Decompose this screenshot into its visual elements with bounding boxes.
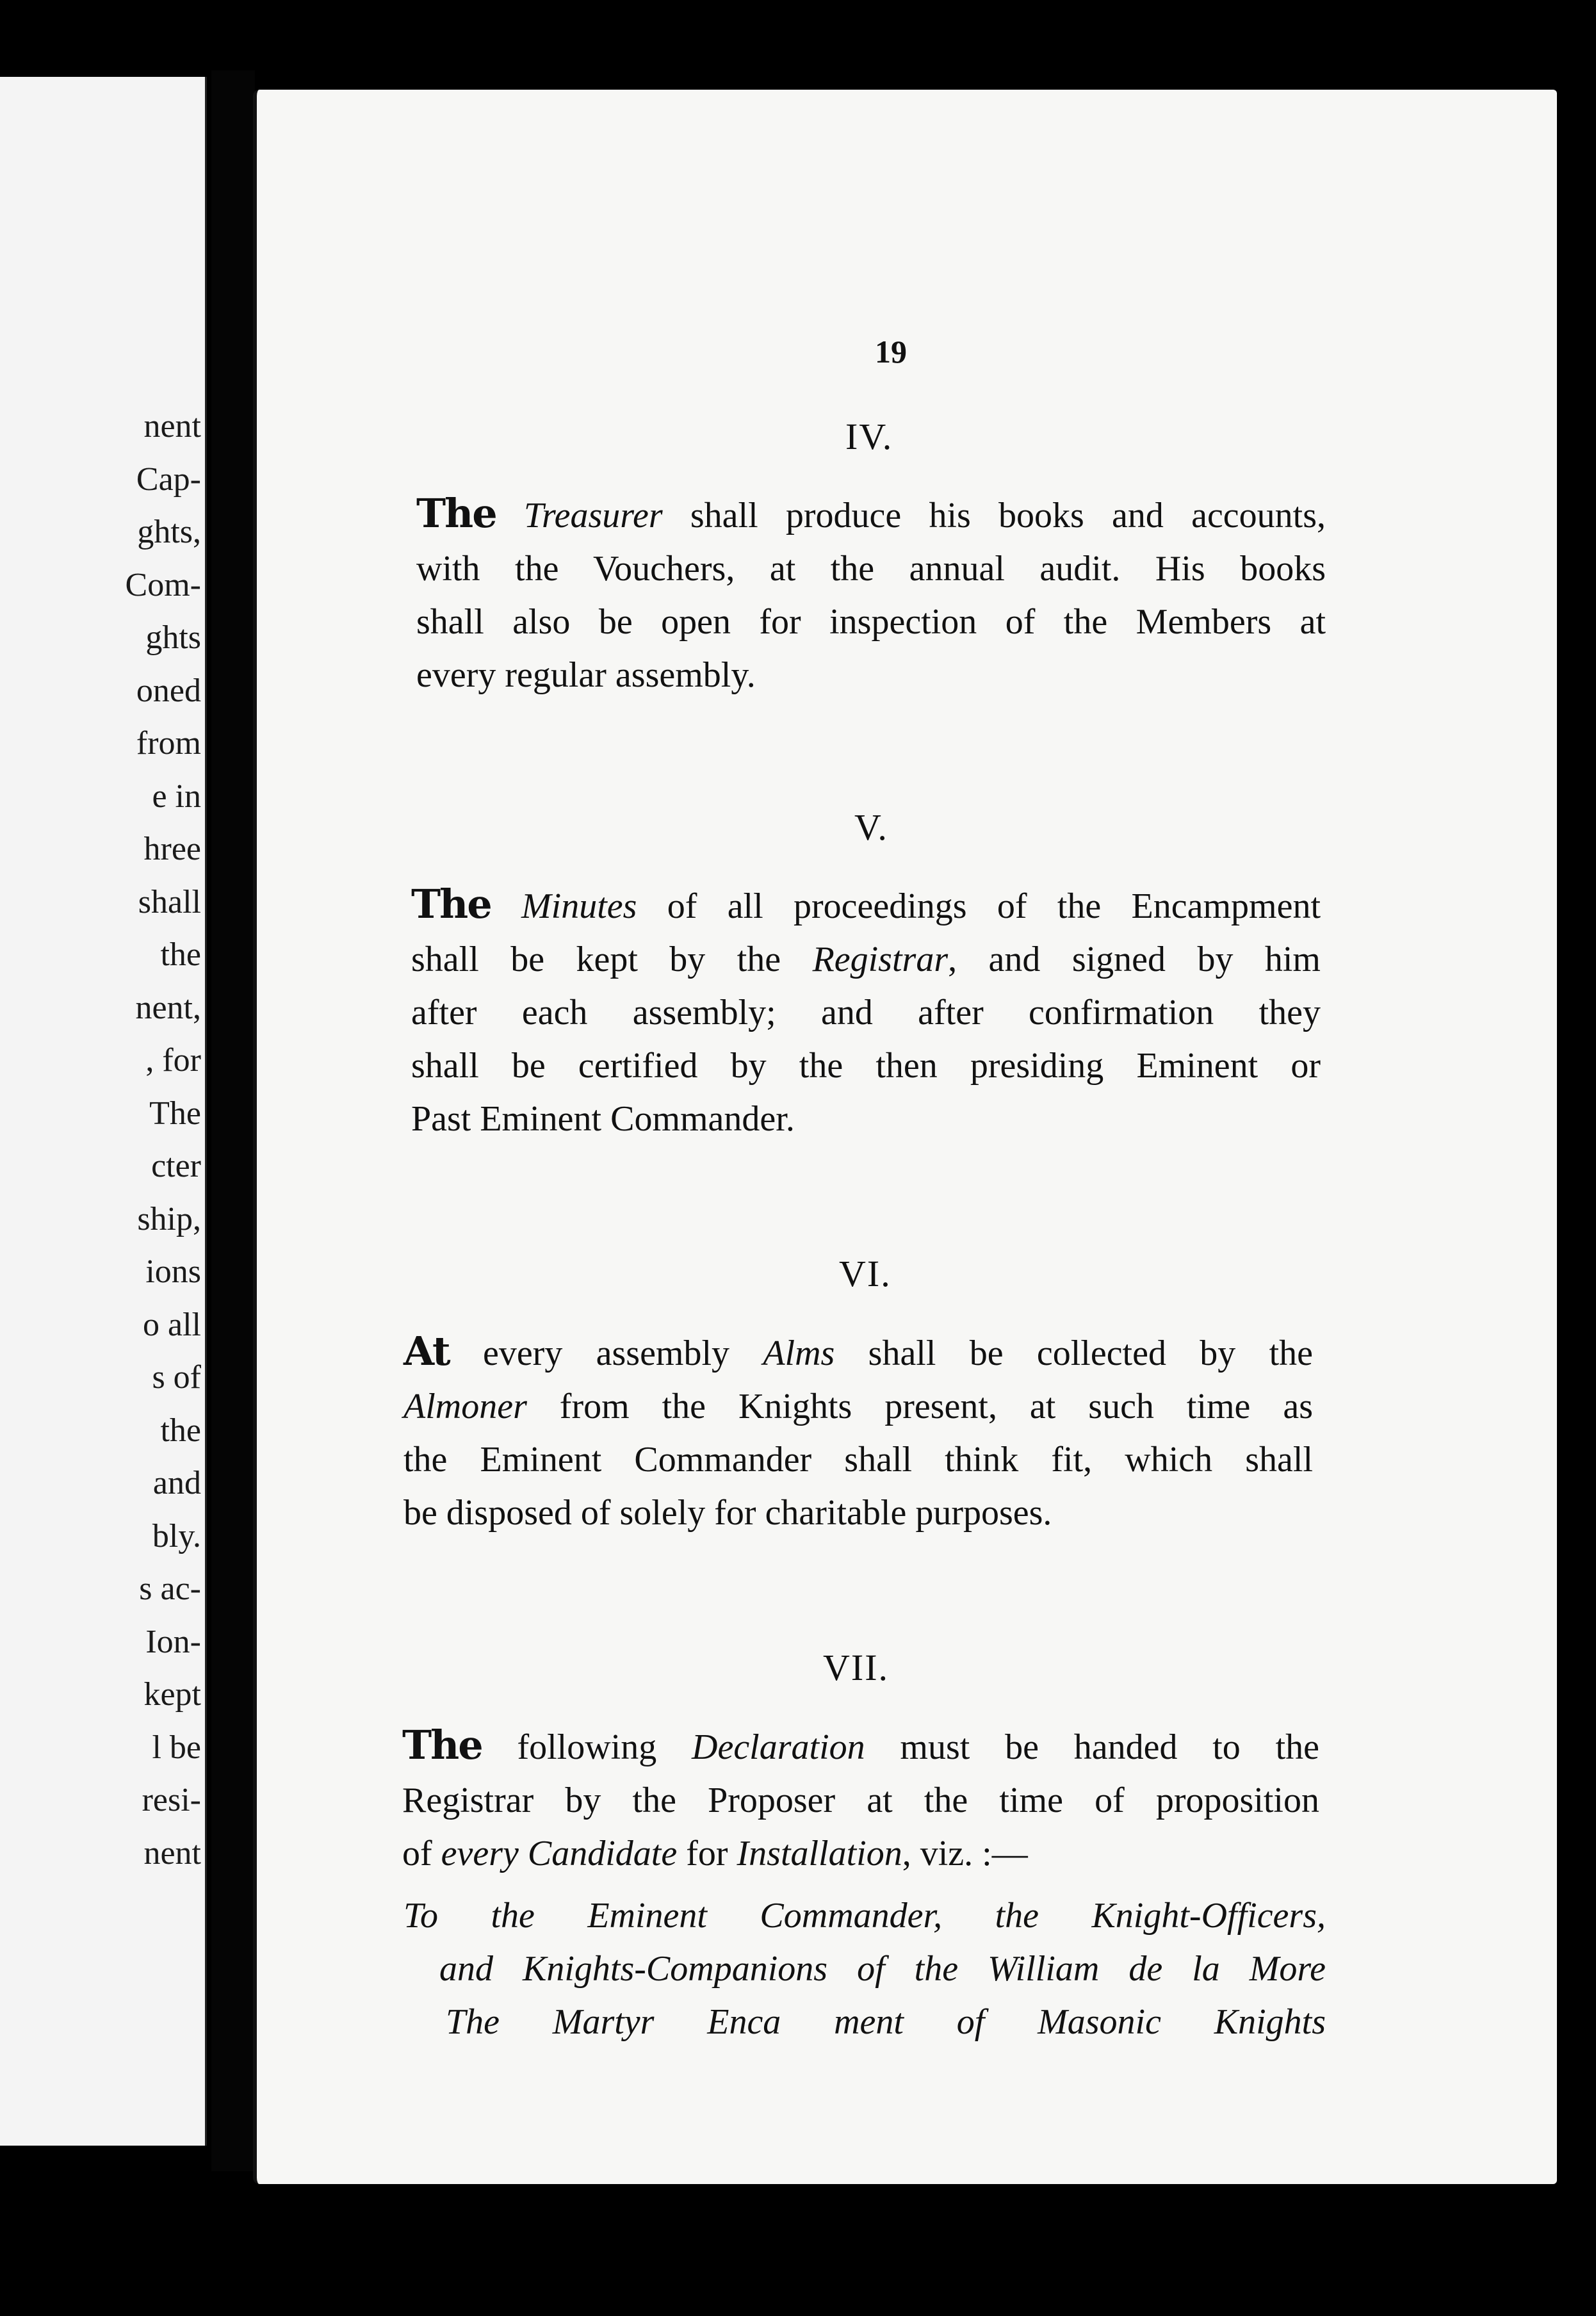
left-page-fragment: s ac- (139, 1570, 201, 1607)
book-gutter (211, 70, 255, 2171)
left-page-fragment: nent, (135, 989, 201, 1026)
paragraph-line: be disposed of solely for charitable purposes. (403, 1493, 1052, 1533)
section-heading-v: V. (854, 806, 888, 848)
declaration-block (403, 1889, 1326, 2049)
left-page-fragment: s of (152, 1359, 201, 1396)
paragraph-line: Registrar by the Proposer at the time of proposition (402, 1781, 1319, 1820)
line-text: from the Knights present, at such time as (526, 1387, 1313, 1426)
blackletter-word: The (411, 881, 491, 927)
line-text: for (677, 1834, 737, 1873)
left-facing-page (0, 77, 207, 2146)
left-page-fragment: oned (136, 672, 201, 709)
left-page-fragment: from (136, 725, 201, 762)
paragraph-line (402, 1718, 1319, 1774)
left-page-fragment: cter (151, 1148, 201, 1184)
space (496, 496, 524, 535)
paragraph-line: shall be certified by the then presiding Eminent or (411, 1046, 1321, 1086)
line-text: every assembly (449, 1333, 763, 1373)
section-heading-iv: IV. (845, 416, 893, 457)
italic-term: Minutes (521, 886, 637, 926)
left-page-fragment: and (152, 1465, 201, 1501)
left-page-fragment: o all (143, 1306, 201, 1343)
left-page-fragment: ghts, (137, 514, 201, 550)
left-page-fragment: bly. (152, 1517, 201, 1554)
italic-term: Installation (737, 1834, 902, 1873)
blackletter-word: The (416, 490, 496, 537)
paragraph-line (416, 487, 1326, 542)
left-page-fragment: ions (145, 1253, 201, 1290)
left-page-fragment: Com- (125, 566, 201, 603)
left-page-fragment: l be (152, 1729, 201, 1766)
line-text: of all proceedings of the Encampment (637, 886, 1321, 926)
paragraph-line: Past Eminent Commander. (411, 1099, 795, 1139)
left-page-fragment: Cap- (136, 461, 201, 498)
left-page-fragment: shall (138, 883, 201, 920)
left-page-fragment: the (160, 936, 201, 973)
italic-term: Treasurer (523, 496, 663, 535)
line-text: of (402, 1834, 441, 1873)
space (491, 886, 521, 926)
line-text: , and signed by him (948, 940, 1321, 979)
line-text: shall be collected by the (835, 1333, 1313, 1373)
paragraph-line (411, 877, 1321, 933)
left-page-fragment: Ion- (145, 1623, 201, 1660)
left-page-fragment: ship, (137, 1200, 201, 1237)
blackletter-word: At (403, 1328, 450, 1374)
paragraph-v (411, 877, 1321, 1146)
left-page-fragment: the (160, 1412, 201, 1449)
declaration-line: and Knights-Companions of the William de la More (439, 1949, 1326, 1989)
line-text: shall be kept by the (411, 940, 813, 979)
paragraph-vi (403, 1325, 1313, 1540)
left-page-fragment: nent (143, 1834, 201, 1872)
line-text: , viz. :— (902, 1834, 1028, 1873)
italic-term: every Candidate (441, 1834, 678, 1873)
line-text: must be handed to the (865, 1727, 1320, 1767)
left-page-fragment: nent (143, 408, 201, 444)
blackletter-word: The (402, 1722, 482, 1768)
page-number: 19 (875, 334, 907, 370)
italic-term: Alms (763, 1333, 835, 1373)
declaration-line: The Martyr Enca ment of Masonic Knights (446, 2002, 1326, 2042)
left-page-fragment: , for (145, 1042, 201, 1079)
paragraph-line: the Eminent Commander shall think fit, which shall (403, 1440, 1313, 1480)
italic-term: Registrar (812, 940, 949, 979)
paragraph-vii (402, 1718, 1319, 1880)
italic-term: Almoner (403, 1387, 527, 1426)
paragraph-line: after each assembly; and after confirmation they (411, 993, 1321, 1032)
paragraph-line: every regular assembly. (416, 655, 756, 695)
paragraph-line (411, 933, 1321, 986)
paragraph-iv (416, 487, 1326, 702)
left-page-fragment: The (149, 1095, 201, 1132)
left-page-fragment: resi- (142, 1782, 201, 1818)
paragraph-line: shall also be open for inspection of the Members at (416, 602, 1326, 642)
left-page-fragment: hree (143, 831, 201, 867)
paragraph-line (403, 1325, 1313, 1380)
italic-term: Declaration (692, 1727, 865, 1767)
left-page-fragment: kept (143, 1676, 201, 1713)
declaration-line: To the Eminent Commander, the Knight-Officers, (403, 1896, 1326, 1936)
line-text: following (482, 1727, 692, 1767)
section-heading-vi: VI. (839, 1253, 892, 1294)
paragraph-line: with the Vouchers, at the annual audit. His books (416, 549, 1326, 589)
line-text: shall produce his books and accounts, (662, 496, 1326, 535)
section-heading-vii: VII. (823, 1647, 890, 1688)
paragraph-line (402, 1827, 1319, 1880)
left-page-fragment: ghts (145, 619, 201, 656)
paragraph-line (403, 1380, 1313, 1433)
left-page-fragment: e in (152, 778, 201, 815)
